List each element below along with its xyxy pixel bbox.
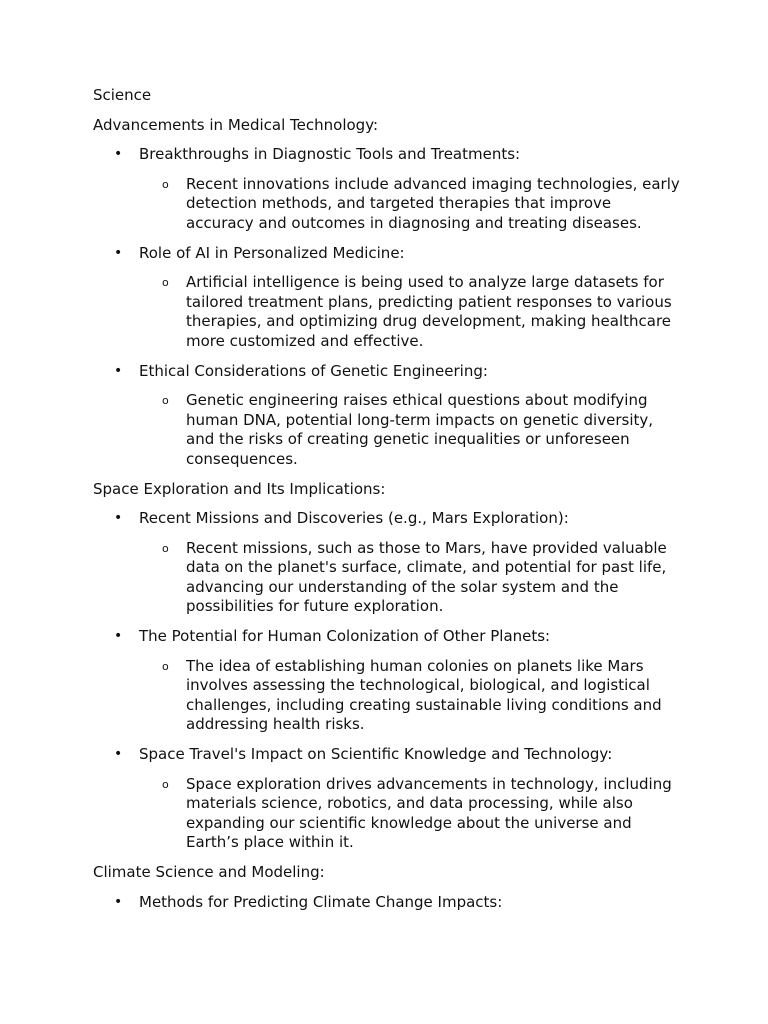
list-item	[93, 627, 683, 647]
sub-bullet-icon: o	[162, 777, 169, 791]
bullet-icon: •	[114, 628, 123, 645]
sub-list-item	[93, 539, 683, 617]
sub-bullet-icon: o	[162, 541, 169, 555]
bullet-icon: •	[114, 893, 123, 910]
sub-bullet-icon: o	[162, 177, 169, 191]
list-item	[93, 745, 683, 765]
section-medical-technology	[93, 116, 683, 470]
list-item-label: Role of AI in Personalized Medicine:	[139, 243, 405, 262]
list-item-label: Ethical Considerations of Genetic Engineering:	[139, 361, 488, 380]
sub-list-item	[93, 391, 683, 469]
section-space-exploration	[93, 480, 683, 854]
section-heading: Advancements in Medical Technology:	[93, 115, 379, 134]
list-item	[93, 145, 683, 165]
sub-list-item-text: The idea of establishing human colonies on planets like Mars involves assessing the technological, biological, and logistical challenges, including creating sustainable living conditions and addressing health risks.	[186, 656, 662, 734]
list-item-label: Space Travel's Impact on Scientific Knowledge and Technology:	[139, 745, 613, 764]
sub-list-item-text: Space exploration drives advancements in technology, including materials science, robotics, and data processing, while also expanding our scientific knowledge about the universe and Earth’s place within it.	[186, 774, 672, 852]
sub-bullet-icon: o	[162, 659, 169, 673]
section-heading: Space Exploration and Its Implications:	[93, 479, 386, 498]
sub-list-item-text: Artificial intelligence is being used to analyze large datasets for tailored treatment plans, predicting patient responses to various therapies, and optimizing drug development, making healthcare more customized and effective.	[186, 273, 672, 350]
list-item	[93, 509, 683, 529]
section-climate-science	[93, 863, 683, 912]
bullet-icon: •	[114, 244, 123, 261]
bullet-icon: •	[114, 362, 123, 379]
document-title: Science	[93, 86, 152, 104]
list-item-label: Breakthroughs in Diagnostic Tools and Treatments:	[139, 145, 521, 164]
sub-list-item-text: Genetic engineering raises ethical questions about modifying human DNA, potential long-term impacts on genetic diversity, and the risks of creating genetic inequalities or unforeseen consequences.	[186, 391, 654, 468]
sub-list-item	[93, 175, 683, 234]
sub-list-item	[93, 273, 683, 351]
list-item	[93, 244, 683, 264]
sub-bullet-icon: o	[162, 276, 169, 290]
sub-list-item	[93, 775, 683, 853]
list-item	[93, 893, 683, 913]
list-item-label: Recent Missions and Discoveries (e.g., Mars Exploration):	[139, 509, 569, 528]
sub-list-item-text: Recent innovations include advanced imaging technologies, early detection methods, and targeted therapies that improve accuracy and outcomes in diagnosing and treating diseases.	[186, 174, 680, 232]
sub-list-item-text: Recent missions, such as those to Mars, have provided valuable data on the planet's surface, climate, and potential for past life, advancing our understanding of the solar system and the possibilities for future exploration.	[186, 538, 667, 616]
bullet-icon: •	[114, 146, 123, 163]
section-heading: Climate Science and Modeling:	[93, 863, 325, 881]
list-item	[93, 362, 683, 382]
bullet-icon: •	[114, 510, 123, 527]
list-item-label: The Potential for Human Colonization of Other Planets:	[139, 627, 551, 646]
list-item-label: Methods for Predicting Climate Change Impacts:	[139, 892, 503, 911]
sub-bullet-icon: o	[162, 394, 169, 408]
document-page	[93, 86, 683, 922]
sub-list-item	[93, 657, 683, 735]
bullet-icon: •	[114, 746, 123, 763]
